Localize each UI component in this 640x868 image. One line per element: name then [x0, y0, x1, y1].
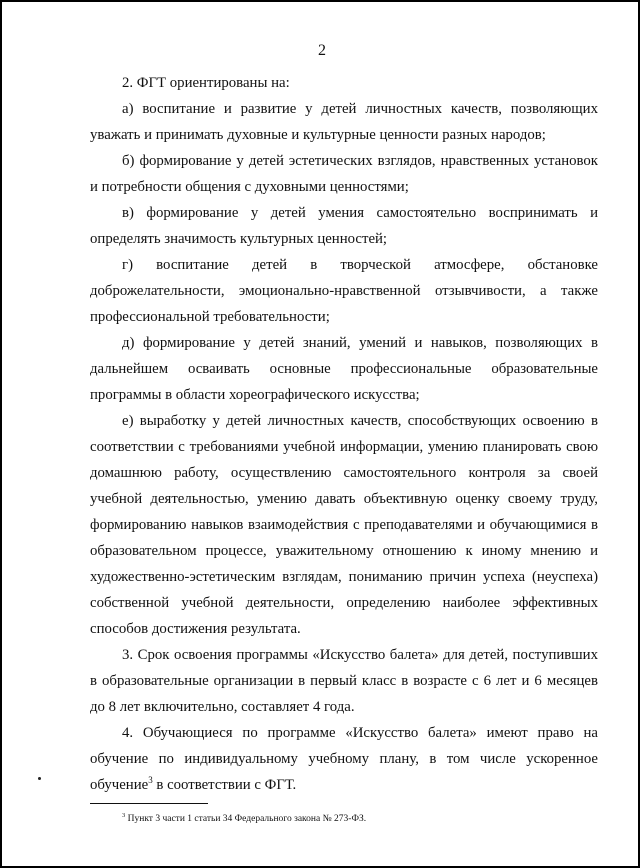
footnote [122, 814, 592, 824]
footnote-divider [90, 803, 208, 804]
section-4-text: 4. Обучающиеся по программе «Искусство балета» имеют право на обучение по индивидуальному учебному плану, в том числе ускоренное обучение [90, 725, 598, 793]
paragraph-section-3: 3. Срок освоения программы «Искусство балета» для детей, поступивших в образовательные организации в первый класс в возрасте с 6 лет и 6 месяцев до 8 лет включительно, составляет 4 года. [90, 647, 598, 715]
scan-speck [38, 777, 41, 780]
paragraph-item-v: в) формирование у детей умения самостоятельно воспринимать и определять значимость культурных ценностей; [90, 205, 598, 247]
document-body [90, 70, 598, 798]
paragraph-item-b: б) формирование у детей эстетических взглядов, нравственных установок и потребности общения с духовными ценностями; [90, 153, 598, 195]
paragraph-item-e: е) выработку у детей личностных качеств, способствующих освоению в соответствии с требованиями учебной информации, умению планировать свою домашнюю работу, осуществлению самостоятельного контроля за своей учебной деятельностью, умению давать объективную оценку своему труду, формированию навыков взаимодействия с преподавателями и обучающимися в образовательном процессе, уважительному отношению к иному мнению и художественно-эстетическим взглядам, пониманию причин успеха (неуспеха) собственной учебной деятельности, определению наиболее эффективных способов достижения результата. [90, 413, 598, 637]
paragraph-item-g: г) воспитание детей в творческой атмосфере, обстановке доброжелательности, эмоционально-нравственной отзывчивости, а также профессиональной требовательности; [90, 257, 598, 325]
paragraph-fgt-intro: 2. ФГТ ориентированы на: [122, 75, 290, 91]
footnote-marker: 3 [122, 812, 126, 819]
section-4-tail: в соответствии с ФГТ. [152, 777, 297, 793]
footnote-reference: 3 [148, 775, 153, 785]
paragraph-section-4 [90, 720, 598, 798]
page-number: 2 [318, 42, 326, 59]
paragraph-item-a: а) воспитание и развитие у детей личностных качеств, позволяющих уважать и принимать духовные и культурные ценности разных народов; [90, 101, 598, 143]
paragraph-item-d: д) формирование у детей знаний, умений и навыков, позволяющих в дальнейшем осваивать основные профессиональные образовательные программы в области хореографического искусства; [90, 335, 598, 403]
footnote-text: Пункт 3 части 1 статьи 34 Федерального закона № 273-ФЗ. [125, 814, 367, 824]
